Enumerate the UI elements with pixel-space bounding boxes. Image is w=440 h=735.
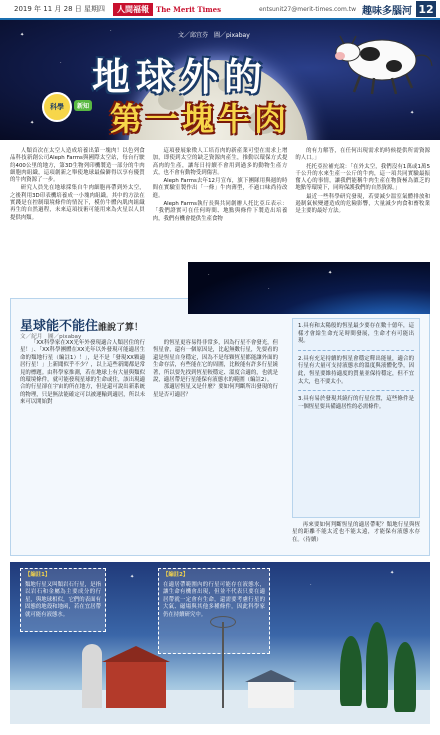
- sub-paragraph: 那適居恆星又是什麼？要如何判斷所出發現的行星是否可適居？: [153, 384, 278, 398]
- note-1-tag: 【編註1】: [25, 572, 51, 578]
- habitability-facts-box: [292, 318, 420, 518]
- article-paragraph: 托托亞拉補充說：「在外太空，我們沒有1萬或1萬5千公升的水來生產一公斤的牛肉，這一項共同實驗最振奮人心的事情，讓我們能稱牛肉生產在物資極為匱乏的地點等環境下，同時保護我們的自然資源。」: [295, 163, 431, 192]
- sub-title-main: 星球能不能住: [20, 319, 99, 334]
- article-column-1: [10, 148, 145, 224]
- article-paragraph: 人類首次在太空人造成培養出第一塊肉！以色列食品科技新創公司Aleph Farms與國際太空站，每台行駛約400公里的地方，第3D生物列印機製造一部分的牛肉細胞肉組織，這項創新之舉使地球最偏僻得以享有優質的牛肉資源了一步。: [10, 148, 145, 184]
- sub-paragraph: 「XX科學家在XX光年外發現適合人類居住的行星！」、「XX科學團體在XX光年以外發現可能適居生命的類地行星（編註1）！」，是不是「發現XX顆適居行星！」上新聞似乎不少？，以上這些新聞都是常見的標題。由科學家推測，若在地球上有大量與類似的環境條件，就可能發現星球的生命或住，該出現適合的行星卻在宇宙的所在地方，但是還可說出新系統的物理，只是無法能確定可以被運輸到適居，所以未來可以開始對: [20, 340, 145, 406]
- sub-title-small: 誰說了算！: [98, 323, 144, 333]
- issue-date: 2019 年 11 月 28 日 星期四: [14, 5, 105, 13]
- note-2-text: 在適居帶範圍內的行星可能存在液態水，讓生命有機會出現，但並不代表只要在適居帶就一定會有生命，還需要考慮行星的大氣、磁場與其他多種條件，因此科學家仍在持續研究中。: [163, 581, 265, 618]
- farmhouse-illustration: [248, 682, 294, 708]
- article-column-2: [153, 148, 288, 224]
- windmill-tower: [222, 622, 224, 708]
- newspaper-logo[interactable]: 人間福報: [113, 3, 153, 16]
- star-icon: ✦: [410, 110, 415, 116]
- fact-item: 3.具有易於發現其繞行的行星位置，這些條件是一個恆星要具備適居性的必需條件。: [298, 396, 414, 410]
- cow-illustration: [320, 22, 440, 102]
- hero-byline: 文／邱宜芬 圖／pixabay: [178, 32, 250, 39]
- article-paragraph: Aleph Farms去年12月宣布，旗下團隊用與週的時間在實驗室製作出「一條」牛肉薄型，不過口味尚待改進。: [152, 178, 288, 199]
- farm-night-illustration: ✦ · ✦ 【編註1】 類地行星又叫類岩石行星，是指以岩石和金屬為主要成分的行星，與地球相似，它們的表面有固態的地殼和地函，若在宜居帶就可能有液態水。 【編註2】 在適居帶範圍內的行星可能存在液態水，讓生命有機會出現，但並不代表只要在適居帶就一定會有生命，還需要考慮行星的大氣、磁場與其他多種條件，因此科學家仍在持續研究中。: [10, 562, 430, 724]
- fact-item: 1.具有和太陽般的恆星最少要存在數十億年，這樣才會給生命充足時間發展，生命才有可能出現。: [298, 323, 414, 351]
- star-icon: ✦: [30, 120, 35, 126]
- article-paragraph: 的有力解答，在任何出現需求的時候提供所需資源的人口。」: [295, 148, 431, 162]
- contact-url[interactable]: entsunit27@merit-times.com.tw: [259, 5, 356, 13]
- fact-item: 2.具有充足持續的恆星會穩定釋出能量，適合的行星有大量可支持液態水的溫度與液體化學，因此，恆星要維持適度的質量並保持穩定，但不宜太大，也不要太小。: [298, 356, 414, 391]
- star-icon: ·: [60, 60, 62, 66]
- continued-note: 再來要如何判斷恆星的適居帶呢？類地行星與恆星的距離不能太近也不能太遠，才能保有液態水存在。（待續）: [292, 522, 420, 543]
- badge-label: 科學: [50, 103, 64, 111]
- science-badge: [42, 92, 90, 122]
- article-paragraph: 研究人員先在地球採集自牛肉細胞再帶到外太空，之後利用3D印表機培養成一小塊肉組織。其中的方法在實踐是在控制環境條件的情況下，模仿牛體內肌肉組織再生的自然過程，未來這項技術可能用來為火星以人員提供肉類。: [10, 185, 145, 221]
- star-icon: ·: [110, 28, 112, 34]
- sub-article-byline: 文／紀月 圖／pixabay: [20, 334, 82, 340]
- badge-sublabel: 新知: [74, 100, 92, 111]
- page-header: [0, 0, 440, 20]
- sub-paragraph: 的恆星更容易得非常多，因為行星不會發光，但恆星會，還有一個原因是，比起無數行星，先要看的還是恆星自身穩定，因為不是每顆恆星都能讓外面的生命存活，有些能在它的周圍，比較能有許多行星繞著，所以要先找到恆星較穩定、溫度合適的，也就是說，適居帶是行星能保有液態水的範圍（編註2）。: [153, 340, 278, 384]
- article-paragraph: Aleph Farms執行長與共同創辦人托比亞丘表示：「我們證實可在任何時間、地點與條件下製造出培養肉，我們有機會提供生產食物: [152, 201, 288, 222]
- sub-column-1: [20, 340, 145, 407]
- sub-column-2: [153, 340, 278, 407]
- note-2-tag: 【編註2】: [163, 572, 189, 578]
- sub-article-body: [20, 340, 278, 407]
- hero-title-line1: 地球外的: [92, 55, 269, 99]
- star-icon: ✦: [20, 32, 25, 38]
- main-article: [10, 148, 430, 224]
- hero-banner: [0, 20, 440, 140]
- page-number: 12: [416, 1, 436, 17]
- newspaper-logo-en: The Merit Times: [155, 4, 222, 14]
- silo-illustration: [82, 644, 102, 708]
- article-column-3: [295, 148, 430, 224]
- article-paragraph: 最近一些科學研究發現，若要減少溫室氣體排放和遏制氣候變遷造成的危險影響，大量減少肉食和畜牧業是主要的最好方法。: [295, 193, 431, 215]
- editor-note-1: [20, 568, 106, 632]
- hero-title-line2: 第一塊牛肉: [110, 100, 291, 138]
- tree-illustration: [394, 642, 416, 712]
- tree-illustration: [340, 636, 362, 706]
- note-1-text: 類地行星又叫類岩石行星，是指以岩石和金屬為主要成分的行星，與地球相似，它們的表面有固態的地殼和地函，若在宜居帶就可能有液態水。: [25, 581, 101, 618]
- article-paragraph: 這項發展象徵人工培育肉的新產業可望在需求上增加，即使到太空的缺乏資源肉產生，推動以環保方式提高肉的生產，讓每日持續不會用到過多的動物生產方式，也不會有動物受到傷害。: [152, 148, 288, 176]
- tree-illustration: [366, 622, 388, 708]
- section-title: 趣味多腦河: [362, 5, 412, 17]
- barn-illustration: [106, 662, 166, 708]
- earth-image: · · ✦: [188, 262, 430, 314]
- editor-note-2: [158, 568, 270, 654]
